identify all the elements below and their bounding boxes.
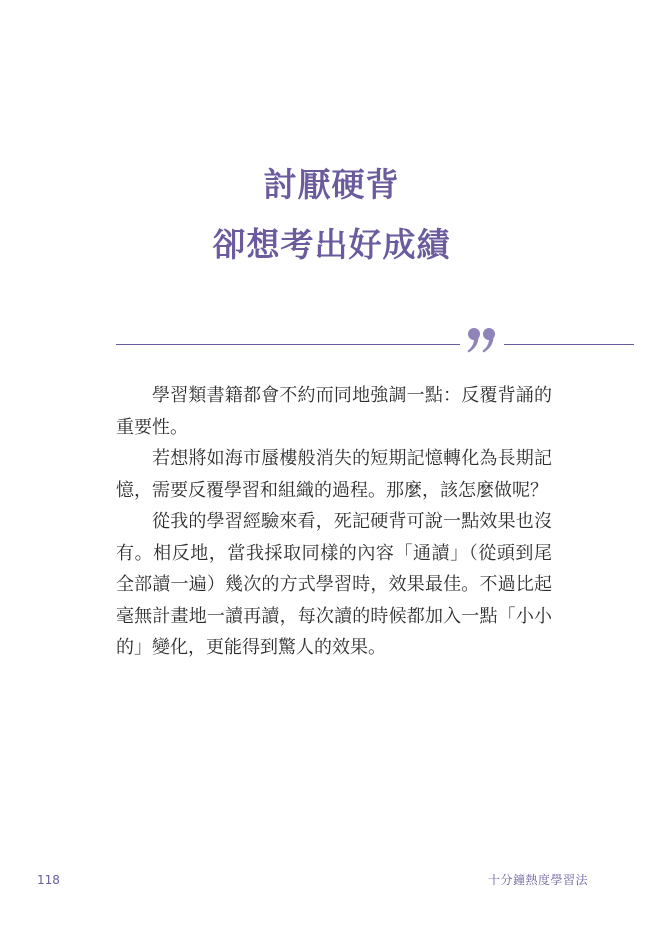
chapter-title-line-2: 卻想考出好成績 — [212, 225, 451, 264]
closing-quote-icon — [466, 326, 498, 356]
running-footer-book-title: 十分鐘熱度學習法 — [487, 873, 588, 887]
paragraph-2: 若想將如海市蜃樓般消失的短期記憶轉化為長期記憶，需要反覆學習和組織的過程。那麼，該怎麼做呢？ — [116, 448, 552, 501]
page-number: 118 — [37, 873, 60, 887]
body-text — [116, 380, 552, 664]
divider-rule-right — [504, 344, 634, 345]
paragraph-1: 學習類書籍都會不約而同地強調一點：反覆背誦的重要性。 — [116, 385, 552, 438]
paragraph-3: 從我的學習經驗來看，死記硬背可說一點效果也沒有。相反地，當我採取同樣的內容「通讀」（從頭到尾全部讀一遍）幾次的方式學習時，效果最佳。不過比起毫無計畫地一讀再讀，每次讀的時候都加入一點「小小的」變化，更能得到驚人的效果。 — [116, 511, 552, 658]
chapter-title-line-1: 討厭硬背 — [263, 165, 400, 204]
divider-rule-left — [116, 344, 460, 345]
